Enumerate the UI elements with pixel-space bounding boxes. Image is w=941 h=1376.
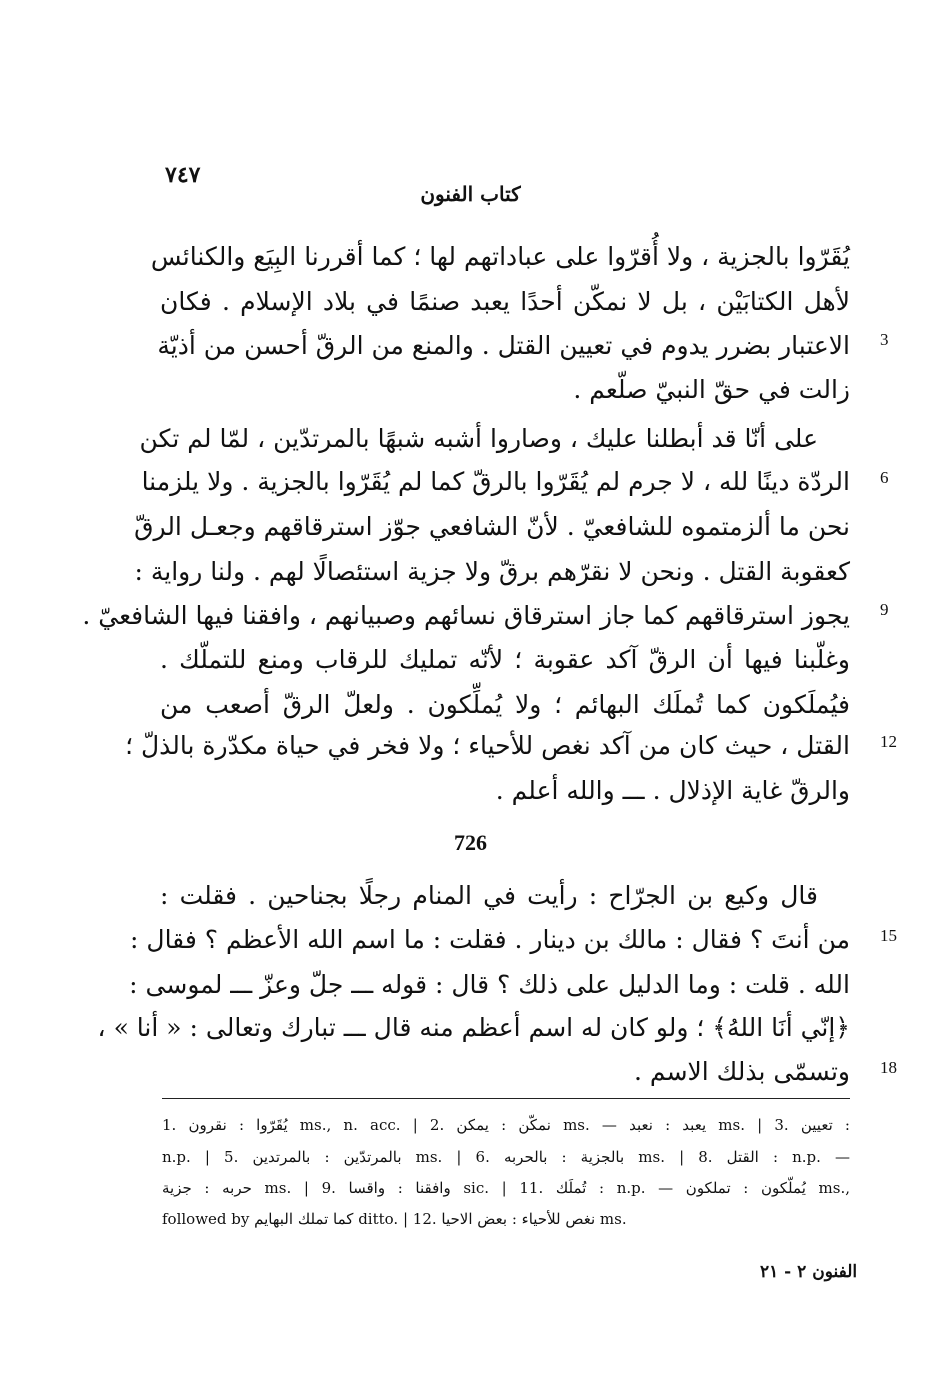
footnote-rule (162, 1098, 850, 1099)
text-line: لأهل الكتابَيْن ، بل لا نمكّن أحدًا يعبد صنمًا في بلاد الإسلام . فكان (160, 287, 850, 316)
signature-mark: الفنون ٢ - ٢١ (760, 1262, 858, 1282)
line-number: 15 (880, 926, 897, 945)
text-line: وغلّبنا فيها أن الرقّ آكد عقوبة ؛ لأنّه تمليك للرقاب ومنع للتملّك . (160, 645, 850, 674)
text-line: القتل ، حيث كان من آكد نغص للأحياء ؛ ولا فخر في حياة مكدّرة بالذلّ ؛ (125, 731, 850, 760)
line-number: 6 (880, 468, 889, 487)
text-line: يُقَرّوا بالجزية ، ولا أُقرّوا على عباداتهم لها ؛ كما أقررنا البِيَع والكنائس (150, 242, 850, 271)
text-line: كعقوبة القتل . ونحن لا نقرّهم برقّ ولا جزية استئصالًا لهم . ولنا رواية : (134, 557, 850, 586)
text-line: زالت في حقّ النبيّ صلّعم . (573, 375, 850, 404)
text-line: على أنّا قد أبطلنا عليك ، وصاروا أشبه شبهًا بالمرتدّين ، لمّا لم تكن (139, 424, 818, 453)
text-line: والرقّ غاية الإذلال . ـــ والله أعلم . (495, 776, 850, 805)
text-line: فيُملَكون كما تُملَك البهائم ؛ ولا يُملِّكون . ولعلّ الرقّ أصعب من (160, 690, 850, 719)
text-line: الاعتبار بضرر يدوم في تعيين القتل . والمنع من الرقّ أحسن من أذيّة (157, 331, 850, 360)
text-line: نحن ما ألزمتموه للشافعيّ . لأنّ الشافعي جوّز استرقاقهم وجعـل الرقّ (134, 512, 850, 541)
text-line: قال وكيع بن الجرّاح : رأيت في المنام رجلًا بجناحين . فقلت : (160, 881, 818, 910)
section-number: 726 (454, 830, 487, 855)
page-number: ٧٤٧ (165, 162, 201, 188)
text-line: الردّة دينًا لله ، لا جرم لم يُقَرّوا بالرقّ كما لم يُقَرّوا بالجزية . ولا يلزمنا (141, 467, 850, 496)
footnote-line: حربه : جزية ms. | 9. وافقنا : واقسا sic. | 11. تُملَك : n.p. — يُملّكون : تملكون ms., (162, 1179, 850, 1197)
line-number: 18 (880, 1058, 897, 1077)
text-line: من أنتَ ؟ فقال : مالك بن دينار . فقلت : ما اسم الله الأعظم ؟ فقال : (130, 925, 850, 954)
footnote-line: n.p. | 5. بالمرتدّين : بالمرتدين ms. | 6. بالجزية : بالحربه ms. | 8. القتل : n.p. — (162, 1148, 850, 1166)
text-line: وتسمّى بذلك الاسم . (634, 1057, 850, 1086)
text-line: الله . قلت : وما الدليل على ذلك ؟ قال : قوله ـــ جلّ وعزّ ـــ لموسى : (129, 970, 850, 999)
text-line: ﴿إنّي أنَا اللهُ﴾ ؛ ولو كان له اسم أعظم منه قال ـــ تبارك وتعالى : « أنا » ، (97, 1013, 850, 1042)
running-title: كتاب الفنون (420, 182, 521, 206)
footnote-line: 1. يُقَرّوا : نقرون ms., n. acc. | 2. نمكّن : يمكن ms. — يعبد : نعبد ms. | 3. تعيين : (162, 1116, 850, 1134)
text-line: يجوز استرقاقهم كما جاز استرقاق نسائهم وصبيانهم ، وافقنا فيها الشافعيّ . (82, 601, 850, 630)
footnote-line: followed by كما تملك البهايم ditto. | 12. نغص للأحياء : بعض الاحيا ms. (162, 1210, 627, 1228)
line-number: 9 (880, 600, 889, 619)
line-number: 12 (880, 732, 897, 751)
line-number: 3 (880, 330, 889, 349)
